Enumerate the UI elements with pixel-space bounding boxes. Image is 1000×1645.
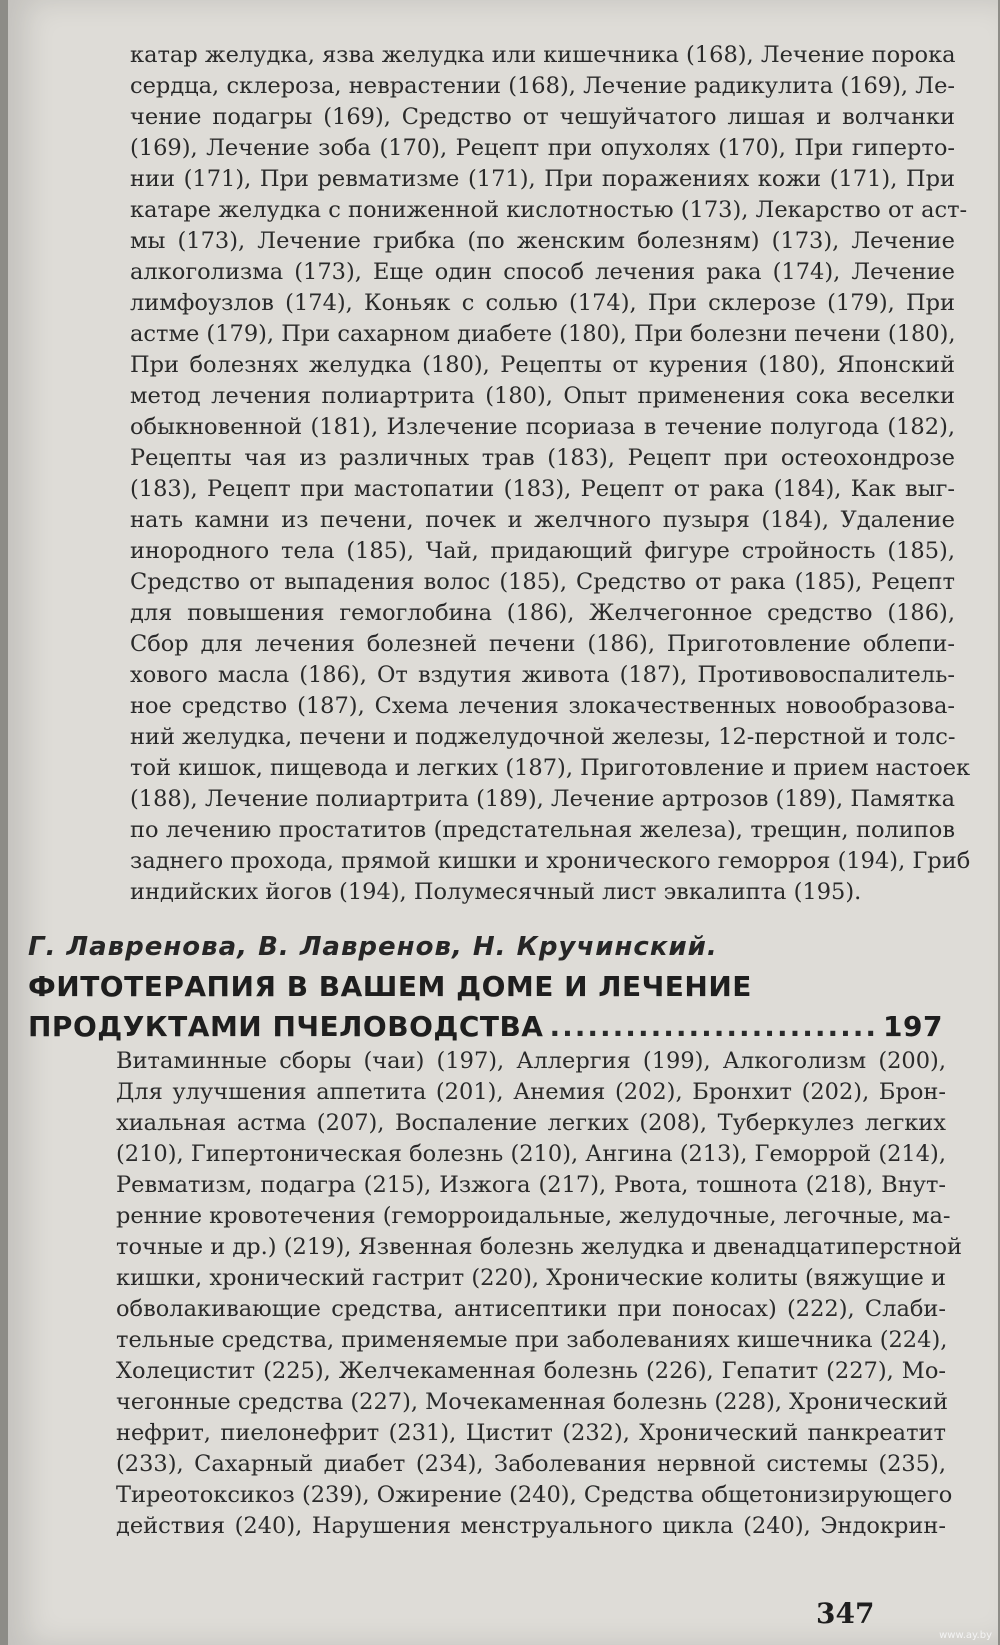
text-line: ное средство (187), Схема лечения злокачественных новообразова- xyxy=(130,693,955,719)
text-line: чение подагры (169), Средство от чешуйчатого лишая и волчанки xyxy=(130,104,955,130)
text-line: При болезнях желудка (180), Рецепты от курения (180), Японский xyxy=(130,352,955,378)
text-line: чегонные средства (227), Мочекаменная болезнь (228), Хронический xyxy=(116,1389,948,1415)
page-number: 347 xyxy=(816,1597,875,1630)
text-line: Холецистит (225), Желчекаменная болезнь (226), Гепатит (227), Мо- xyxy=(116,1358,946,1384)
text-line: катаре желудка с пониженной кислотностью (173), Лекарство от аст- xyxy=(130,197,968,223)
site-watermark: www.ay.by xyxy=(939,1630,992,1641)
text-line: хиальная астма (207), Воспаление легких (208), Туберкулез легких xyxy=(116,1110,946,1136)
text-line: (210), Гипертоническая болезнь (210), Ангина (213), Геморрой (214), xyxy=(116,1141,946,1167)
text-line: обволакивающие средства, антисептики при поносах) (222), Слаби- xyxy=(116,1296,946,1322)
text-line: по лечению простатитов (предстательная железа), трещин, полипов xyxy=(130,817,955,843)
text-line: нии (171), При ревматизме (171), При поражениях кожи (171), При xyxy=(130,166,955,192)
text-line: метод лечения полиартрита (180), Опыт применения сока веселки xyxy=(130,383,955,409)
text-line: Тиреотоксикоз (239), Ожирение (240), Средства общетонизирующего xyxy=(116,1482,953,1508)
section-heading-line1: ФИТОТЕРАПИЯ В ВАШЕМ ДОМЕ И ЛЕЧЕНИЕ xyxy=(28,970,752,1003)
section-heading-title: ПРОДУКТАМИ ПЧЕЛОВОДСТВА xyxy=(28,1010,544,1043)
text-line: алкоголизма (173), Еще один способ лечения рака (174), Лечение xyxy=(130,259,955,285)
text-line: мы (173), Лечение грибка (по женским болезням) (173), Лечение xyxy=(130,228,955,254)
text-line: для повышения гемоглобина (186), Желчегонное средство (186), xyxy=(130,600,955,626)
text-line: нать камни из печени, почек и желчного пузыря (184), Удаление xyxy=(130,507,955,533)
text-line: (188), Лечение полиартрита (189), Лечение артрозов (189), Памятка xyxy=(130,786,955,812)
text-line: заднего прохода, прямой кишки и хронического геморроя (194), Гриб xyxy=(130,848,971,874)
text-line: Ревматизм, подагра (215), Изжога (217), Рвота, тошнота (218), Внут- xyxy=(116,1172,946,1198)
text-line: (233), Сахарный диабет (234), Заболевания нервной системы (235), xyxy=(116,1451,946,1477)
contents-section-1 xyxy=(130,40,971,908)
text-line: Витаминные сборы (чаи) (197), Аллергия (199), Алкоголизм (200), xyxy=(116,1048,946,1074)
text-line: хового масла (186), От вздутия живота (187), Противовоспалитель- xyxy=(130,662,955,688)
text-line: Средство от выпадения волос (185), Средство от рака (185), Рецепт xyxy=(130,569,955,595)
text-line: кишки, хронический гастрит (220), Хронические колиты (вяжущие и xyxy=(116,1265,946,1291)
text-line: ренние кровотечения (геморроидальные, желудочные, легочные, ма- xyxy=(116,1203,951,1229)
text-line: обыкновенной (181), Излечение псориаза в течение полугода (182), xyxy=(130,414,955,440)
text-line: Рецепты чая из различных трав (183), Рецепт при остеохондрозе xyxy=(130,445,955,471)
text-line: той кишок, пищевода и легких (187), Приготовление и прием настоек xyxy=(130,755,971,781)
text-line: тельные средства, применяемые при заболеваниях кишечника (224), xyxy=(116,1327,948,1353)
text-line: сердца, склероза, неврастении (168), Лечение радикулита (169), Ле- xyxy=(130,73,955,99)
section-heading-page: 197 xyxy=(883,1010,943,1043)
text-line: катар желудка, язва желудка или кишечника (168), Лечение порока xyxy=(130,42,956,68)
book-page xyxy=(8,0,998,1645)
contents-section-2 xyxy=(116,1046,962,1542)
text-line: ний желудка, печени и поджелудочной железы, 12-перстной и толс- xyxy=(130,724,956,750)
text-line: индийских йогов (194), Полумесячный лист эвкалипта (195). xyxy=(130,879,862,905)
text-line: (169), Лечение зоба (170), Рецепт при опухолях (170), При гиперто- xyxy=(130,135,955,161)
text-line: лимфоузлов (174), Коньяк с солью (174), При склерозе (179), При xyxy=(130,290,955,316)
authors-line: Г. Лавренова, В. Лавренов, Н. Кручинский. xyxy=(28,932,718,962)
text-line: Для улучшения аппетита (201), Анемия (202), Бронхит (202), Брон- xyxy=(116,1079,946,1105)
text-line: (183), Рецепт при мастопатии (183), Рецепт от рака (184), Как выг- xyxy=(130,476,955,502)
section-heading-line2 xyxy=(28,1010,943,1043)
leader-dots xyxy=(549,1010,877,1043)
text-line: действия (240), Нарушения менструального цикла (240), Эндокрин- xyxy=(116,1513,946,1539)
text-line: Сбор для лечения болезней печени (186), Приготовление облепи- xyxy=(130,631,955,657)
text-line: инородного тела (185), Чай, придающий фигуре стройность (185), xyxy=(130,538,955,564)
text-line: астме (179), При сахарном диабете (180), При болезни печени (180), xyxy=(130,321,956,347)
text-line: точные и др.) (219), Язвенная болезнь желудка и двенадцатиперстной xyxy=(116,1234,962,1260)
text-line: нефрит, пиелонефрит (231), Цистит (232), Хронический панкреатит xyxy=(116,1420,946,1446)
